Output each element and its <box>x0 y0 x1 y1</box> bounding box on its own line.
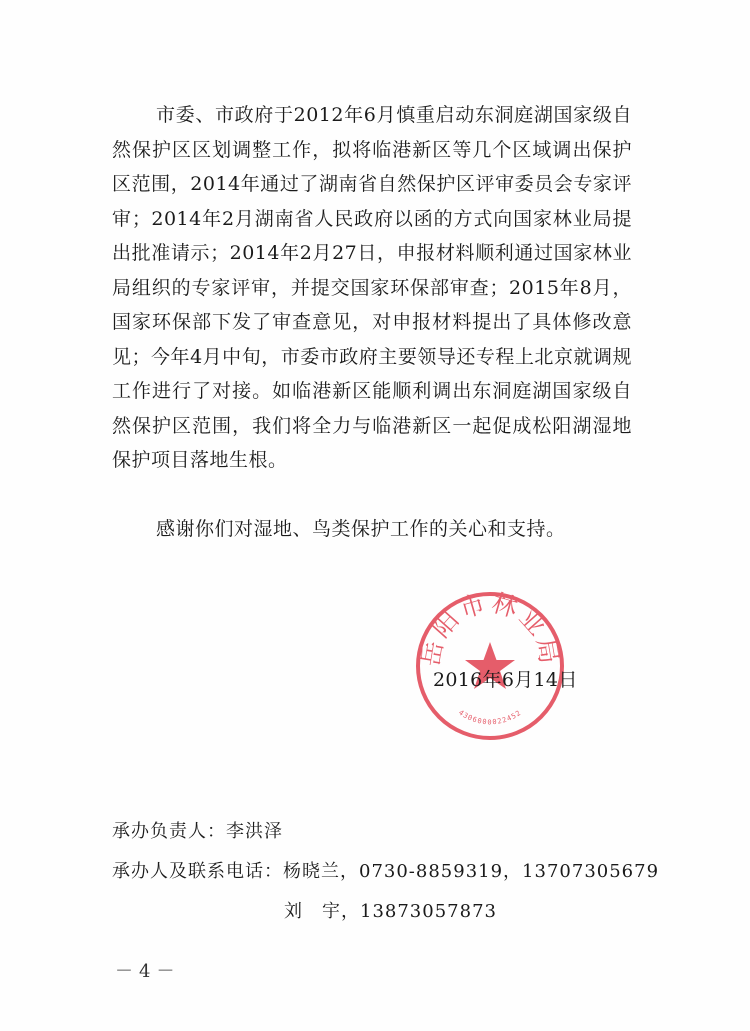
svg-text:岳阳市林业局: 岳阳市林业局 <box>415 588 565 669</box>
thanks-paragraph: 感谢你们对湿地、鸟类保护工作的关心和支持。 <box>156 518 566 540</box>
body-paragraph: 市委、市政府于2012年6月慎重启动东洞庭湖国家级自然保护区区划调整工作，拟将临港新区等几个区域调出保护区范围，2014年通过了湖南省自然保护区评审委员会专家评审；2014年2月湖南省人民政府以函的方式向国家林业局提出批准请示；2014年2月27日，申报材料顺利通过国家林业局组织的专家评审，并提交国家环保部审查；2015年8月，国家环保部下发了审查意见，对申报材料提出了具体修改意见；今年4月中旬，市委市政府主要领导还专程上北京就调规工作进行了对接。如临港新区能顺利调出东洞庭湖国家级自然保护区范围，我们将全力与临港新区一起促成松阳湖湿地保护项目落地生根。 <box>112 104 632 471</box>
handler-contact: 承办人及联系电话：杨晓兰，0730-8859319，13707305679 <box>112 861 660 882</box>
responsible-person: 承办负责人：李洪泽 <box>112 821 283 842</box>
svg-text:4306000022452: 4306000022452 <box>457 708 523 727</box>
handler-contact-second: 刘 宇，13873057873 <box>284 901 497 922</box>
page-number: －4－ <box>115 961 181 982</box>
letter-date: 2016年6月14日 <box>433 669 578 691</box>
